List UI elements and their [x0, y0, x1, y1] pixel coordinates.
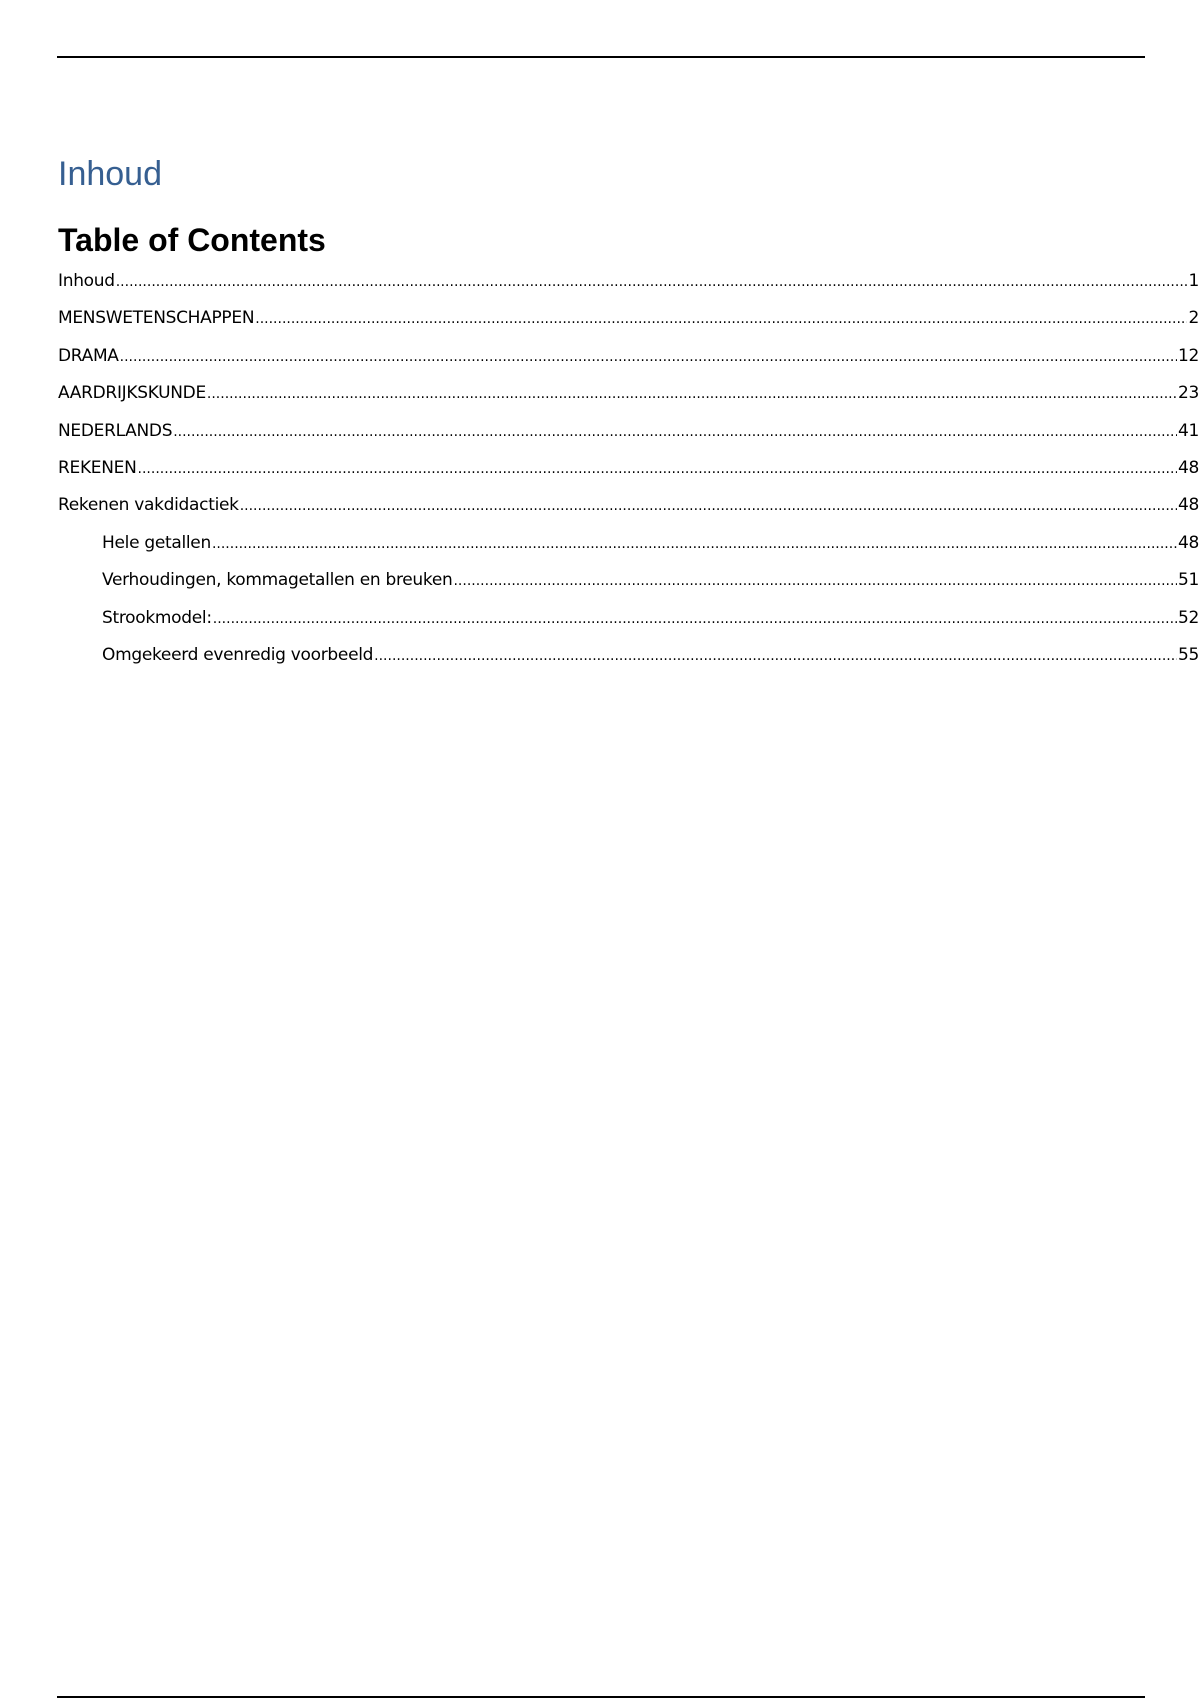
toc-entry-page-number: 55 — [1177, 644, 1199, 665]
toc-entry[interactable] — [58, 421, 1199, 458]
toc-entry[interactable] — [58, 608, 1199, 645]
toc-entry-page-number: 41 — [1177, 420, 1199, 441]
toc-entry-label: Inhoud — [58, 271, 115, 291]
header-rule — [57, 56, 1145, 58]
toc-dot-leader — [138, 461, 1177, 477]
toc-entry[interactable] — [58, 495, 1199, 532]
toc-entry-page-number: 48 — [1177, 495, 1199, 516]
toc-entry-label: MENSWETENSCHAPPEN — [58, 308, 255, 329]
toc-entry-page-number: 48 — [1177, 457, 1199, 478]
toc-entry-page-number: 1 — [1188, 271, 1199, 291]
toc-entry[interactable] — [58, 533, 1199, 570]
toc-dot-leader — [255, 311, 1187, 327]
toc-entry[interactable] — [58, 308, 1199, 345]
page-heading: Inhoud — [58, 155, 162, 193]
toc-entry-label: Hele getallen — [102, 532, 211, 553]
toc-entry-page-number: 52 — [1177, 607, 1199, 628]
toc-entry[interactable] — [58, 570, 1199, 607]
toc-entry-label: Omgekeerd evenredig voorbeeld — [102, 644, 374, 665]
toc-dot-leader — [116, 274, 1188, 290]
toc-entry-label: AARDRIJKSKUNDE — [58, 383, 206, 404]
toc-entry[interactable] — [58, 271, 1199, 308]
toc-dot-leader — [173, 424, 1177, 440]
toc-entry[interactable] — [58, 383, 1199, 420]
toc-dot-leader — [120, 349, 1177, 365]
toc-entry-page-number: 2 — [1188, 308, 1199, 329]
toc-entry[interactable] — [58, 458, 1199, 495]
table-of-contents — [58, 271, 1199, 682]
toc-dot-leader — [213, 611, 1177, 627]
toc-title: Table of Contents — [58, 222, 326, 258]
toc-dot-leader — [240, 498, 1177, 514]
toc-entry[interactable] — [58, 346, 1199, 383]
toc-dot-leader — [453, 573, 1176, 589]
footer-rule — [57, 1696, 1145, 1698]
toc-dot-leader — [207, 386, 1177, 402]
toc-entry-page-number: 51 — [1177, 570, 1199, 591]
toc-entry-label: Strookmodel: — [102, 607, 212, 628]
toc-entry-label: Verhoudingen, kommagetallen en breuken — [102, 570, 453, 591]
toc-entry-label: REKENEN — [58, 457, 137, 478]
toc-entry[interactable] — [58, 645, 1199, 682]
toc-entry-label: NEDERLANDS — [58, 420, 173, 441]
toc-entry-label: Rekenen vakdidactiek — [58, 495, 239, 516]
toc-entry-label: DRAMA — [58, 345, 119, 366]
toc-dot-leader — [212, 536, 1177, 552]
toc-dot-leader — [374, 648, 1177, 664]
toc-entry-page-number: 48 — [1177, 532, 1199, 553]
toc-entry-page-number: 12 — [1177, 345, 1199, 366]
toc-entry-page-number: 23 — [1177, 383, 1199, 404]
